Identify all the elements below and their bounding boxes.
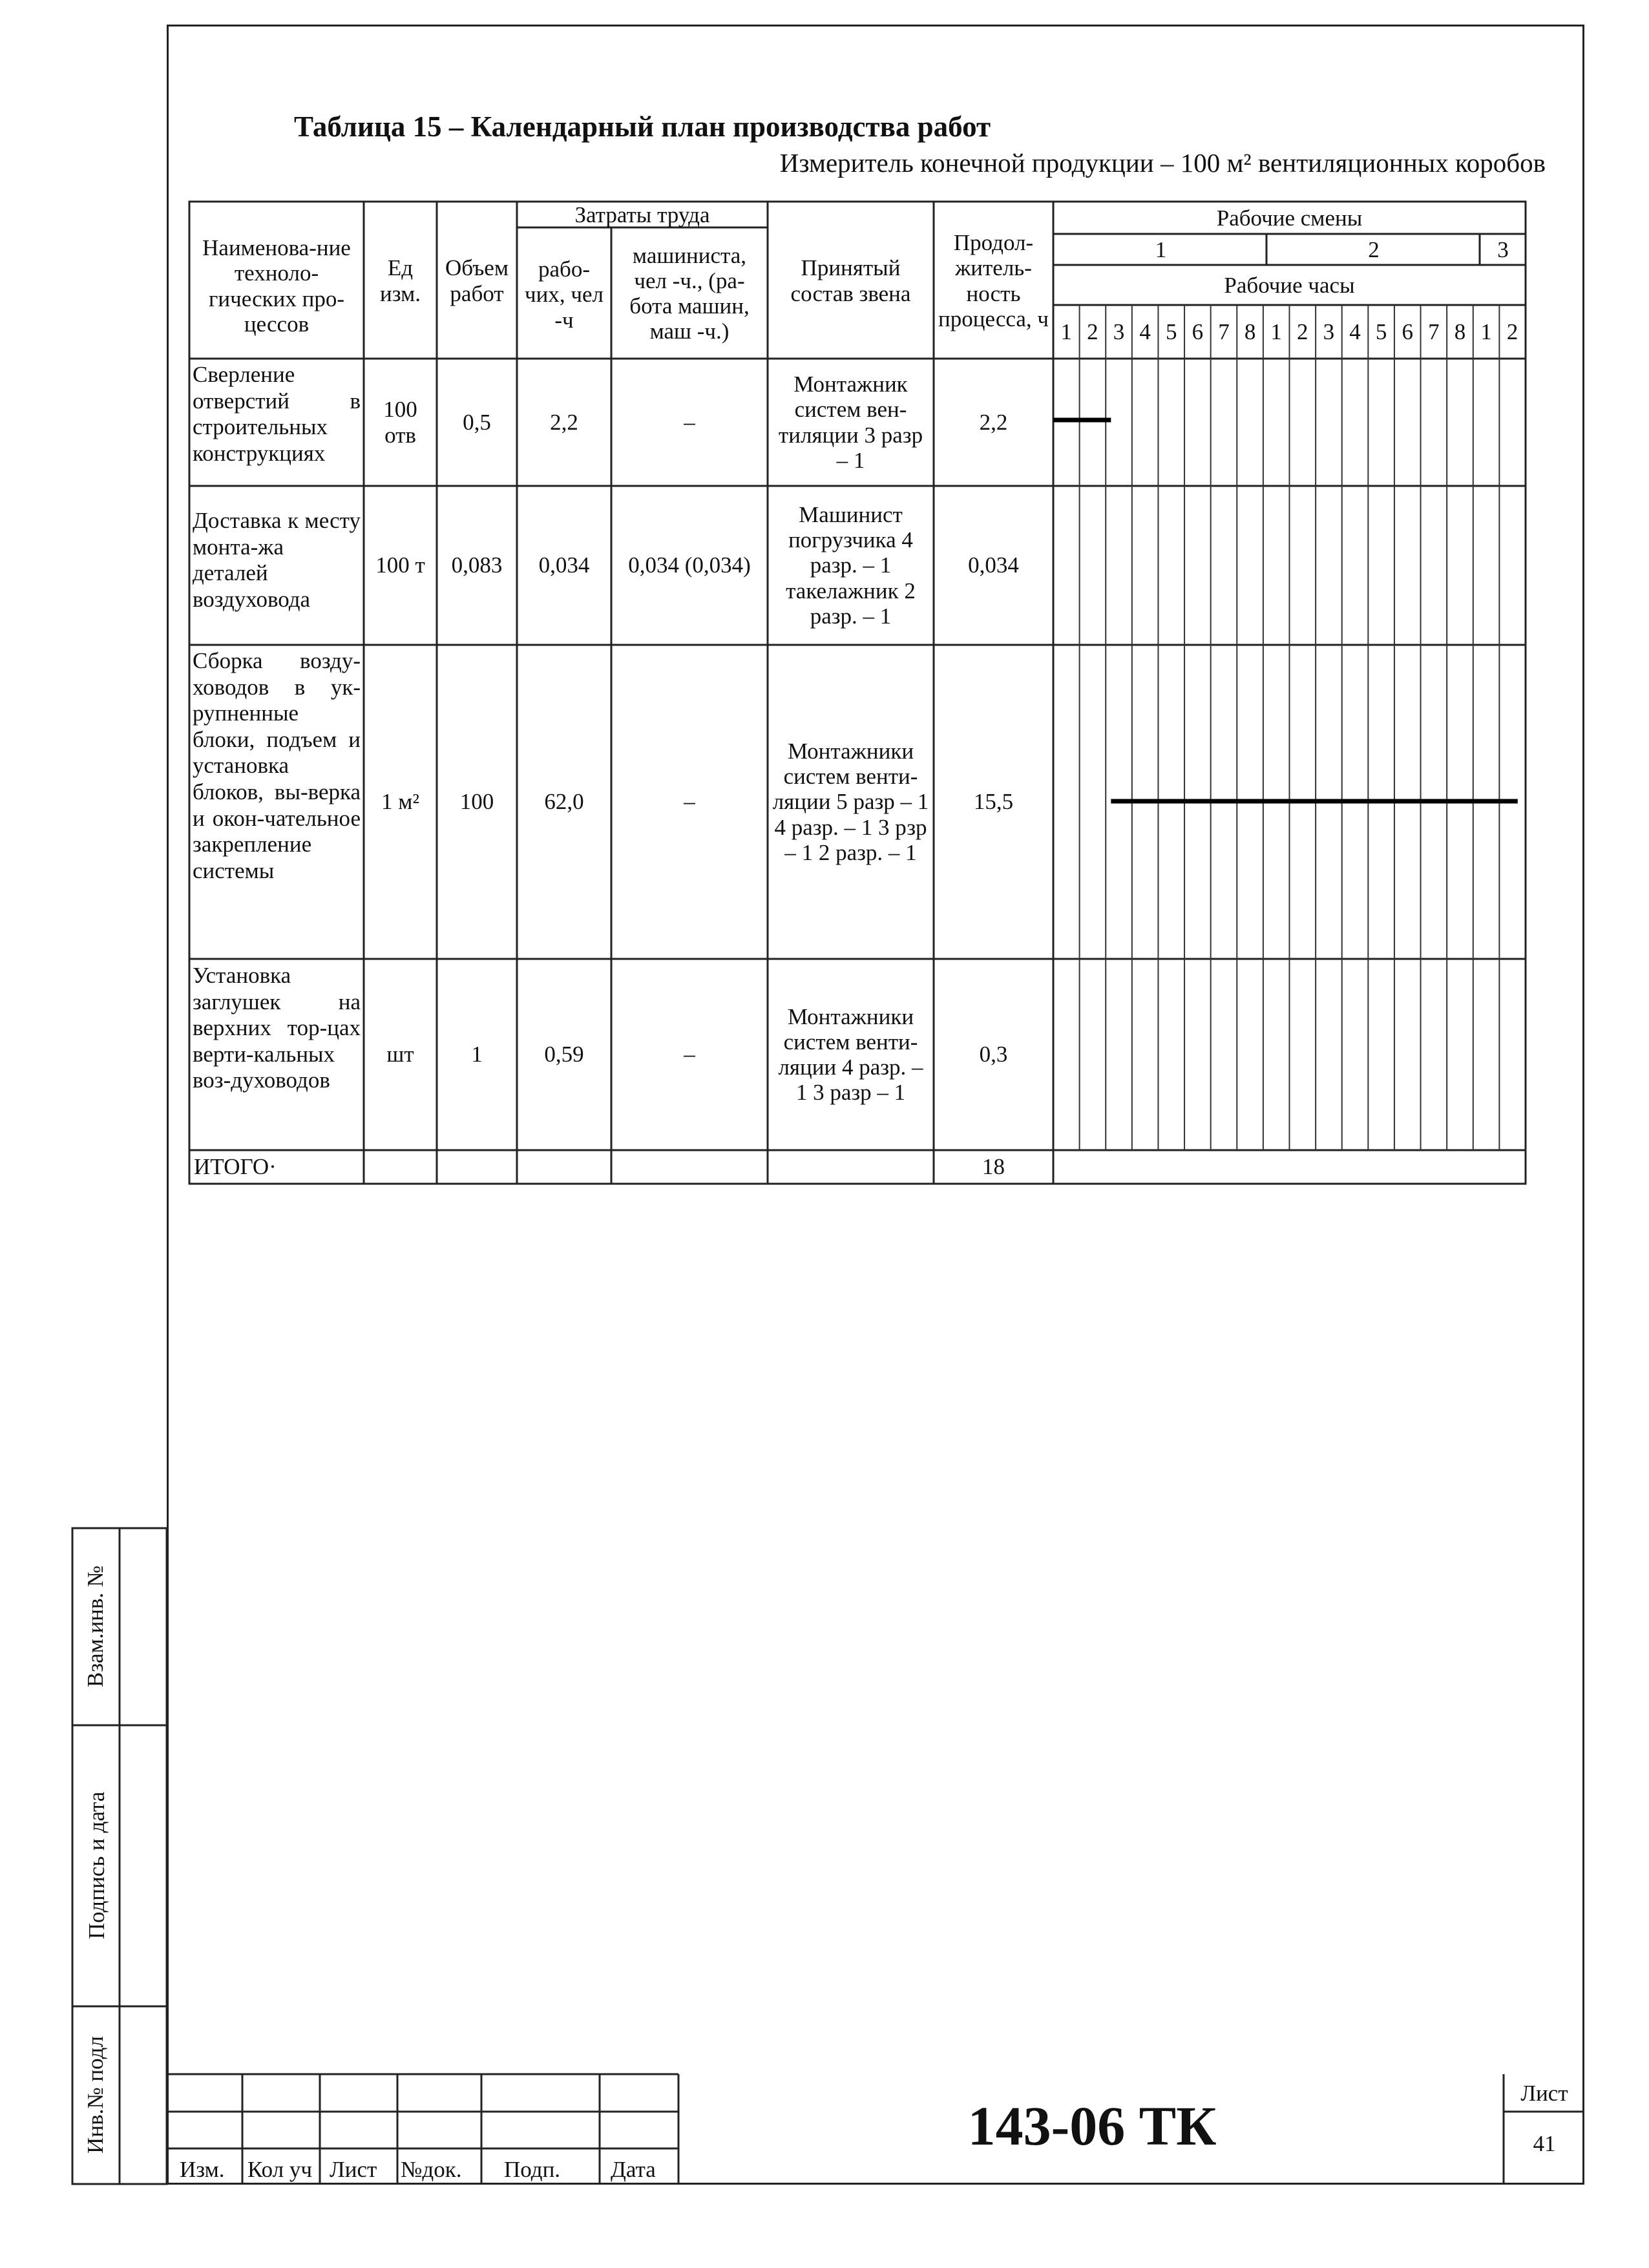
row-3-volume: 100: [459, 789, 494, 815]
stamp-field-3: Взам.инв. №: [83, 1565, 108, 1688]
row-3-name: Сборка возду-ховодов в ук-рупненные блоки, подъем и установка блоков, вы-верка и окон-чательное закрепление системы: [193, 648, 361, 883]
header-labor-workers: рабо-чих, чел -ч: [525, 257, 604, 333]
tb-col-doc: №док.: [401, 2157, 462, 2182]
row-2-crew: Машинист погрузчика 4 разр. – 1 такелажник 2 разр. – 1: [786, 502, 916, 629]
row-1-labor-workers: 2,2: [550, 409, 578, 435]
hour-number: 5: [1165, 319, 1177, 345]
hour-number: 4: [1139, 319, 1151, 345]
hour-number: 6: [1402, 319, 1413, 345]
hour-number: 8: [1454, 319, 1466, 345]
row-2-volume: 0,083: [451, 552, 503, 578]
tb-col-sign: Подп.: [504, 2157, 561, 2182]
stamp-field-2: Подпись и дата: [84, 1791, 109, 1940]
tb-col-date: Дата: [611, 2157, 656, 2182]
hour-number: 1: [1060, 319, 1073, 345]
shift-number-3: 3: [1497, 237, 1509, 263]
hour-number: 2: [1506, 319, 1518, 345]
row-3-labor-workers: 62,0: [544, 789, 584, 815]
tb-col-list: Лист: [330, 2157, 377, 2182]
row-2-name: Доставка к месту монта-жа деталей воздуховода: [193, 508, 361, 612]
document-code: 143-06 ТК: [967, 2095, 1217, 2157]
row-1-volume: 0,5: [463, 409, 491, 435]
row-1-labor-operator: –: [684, 409, 695, 435]
row-4-duration: 0,3: [979, 1042, 1008, 1067]
tb-col-izm: Изм.: [180, 2157, 225, 2182]
hour-number: 1: [1270, 319, 1282, 345]
row-3-unit: 1 м²: [381, 789, 419, 815]
row-1-crew: Монтажник систем вен-тиляции 3 разр – 1: [778, 372, 923, 473]
subtitle-text: Измеритель конечной продукции – 100 м² вентиляционных коробов: [779, 148, 1546, 178]
header-unit: Ед изм.: [380, 255, 421, 306]
row-1-duration: 2,2: [979, 409, 1008, 435]
table-title: Таблица 15 – Календарный план производства работ: [294, 110, 991, 143]
shift-number-1: 1: [1155, 237, 1167, 263]
shift-number-2: 2: [1368, 237, 1380, 263]
row-2-labor-workers: 0,034: [538, 552, 590, 578]
hour-number: 2: [1087, 319, 1098, 345]
row-4-labor-workers: 0,59: [544, 1042, 584, 1067]
row-4-labor-operator: –: [684, 1042, 695, 1067]
hour-number: 3: [1113, 319, 1125, 345]
row-3-duration: 15,5: [973, 789, 1014, 815]
row-1-unit: 100 отв: [383, 397, 417, 448]
row-4-unit: шт: [386, 1042, 414, 1067]
header-volume: Объем работ: [445, 255, 509, 306]
total-label: ИТОГО·: [194, 1154, 277, 1180]
row-1-name: Сверление отверстий в строительных конструкциях: [193, 362, 361, 466]
row-2-unit: 100 т: [375, 552, 425, 578]
header-duration: Продол-житель-ность процесса, ч: [938, 230, 1049, 331]
row-3-labor-operator: –: [684, 789, 695, 815]
hour-number: 3: [1323, 319, 1335, 345]
header-crew: Принятый состав звена: [790, 255, 911, 306]
header-labor-group: Затраты труда: [574, 202, 710, 228]
hour-number: 4: [1349, 319, 1361, 345]
total-duration: 18: [982, 1154, 1005, 1180]
row-4-volume: 1: [471, 1042, 483, 1067]
hour-number: 2: [1297, 319, 1308, 345]
sheet-number: 41: [1533, 2131, 1556, 2156]
hour-number: 5: [1375, 319, 1387, 345]
header-hours: Рабочие часы: [1224, 273, 1355, 299]
header-name: Наименова-ние техноло-гических про-цессов: [202, 235, 351, 337]
row-2-labor-operator: 0,034 (0,034): [628, 552, 751, 578]
hour-number: 1: [1480, 319, 1492, 345]
hour-number: 7: [1428, 319, 1440, 345]
header-labor-operator: машиниста, чел -ч., (ра-бота машин, маш -ч.): [629, 242, 750, 344]
row-3-crew: Монтажники систем венти-ляции 5 разр – 1 4 разр. – 1 3 рзр – 1 2 разр. – 1: [772, 739, 929, 865]
stamp-field-1: Инв.№ подл: [83, 2036, 108, 2154]
hour-number: 6: [1192, 319, 1204, 345]
sheet-label: Лист: [1520, 2081, 1568, 2106]
tb-col-kol: Кол уч: [247, 2157, 312, 2182]
row-4-name: Установка заглушек на верхних тор-цах верти-кальных воз-духоводов: [193, 963, 361, 1093]
hour-number: 7: [1218, 319, 1230, 345]
header-shifts: Рабочие смены: [1216, 205, 1363, 231]
row-2-duration: 0,034: [968, 552, 1019, 578]
hour-number: 8: [1244, 319, 1256, 345]
row-4-crew: Монтажники систем венти-ляции 4 разр. – 1 3 разр – 1: [778, 1003, 923, 1106]
